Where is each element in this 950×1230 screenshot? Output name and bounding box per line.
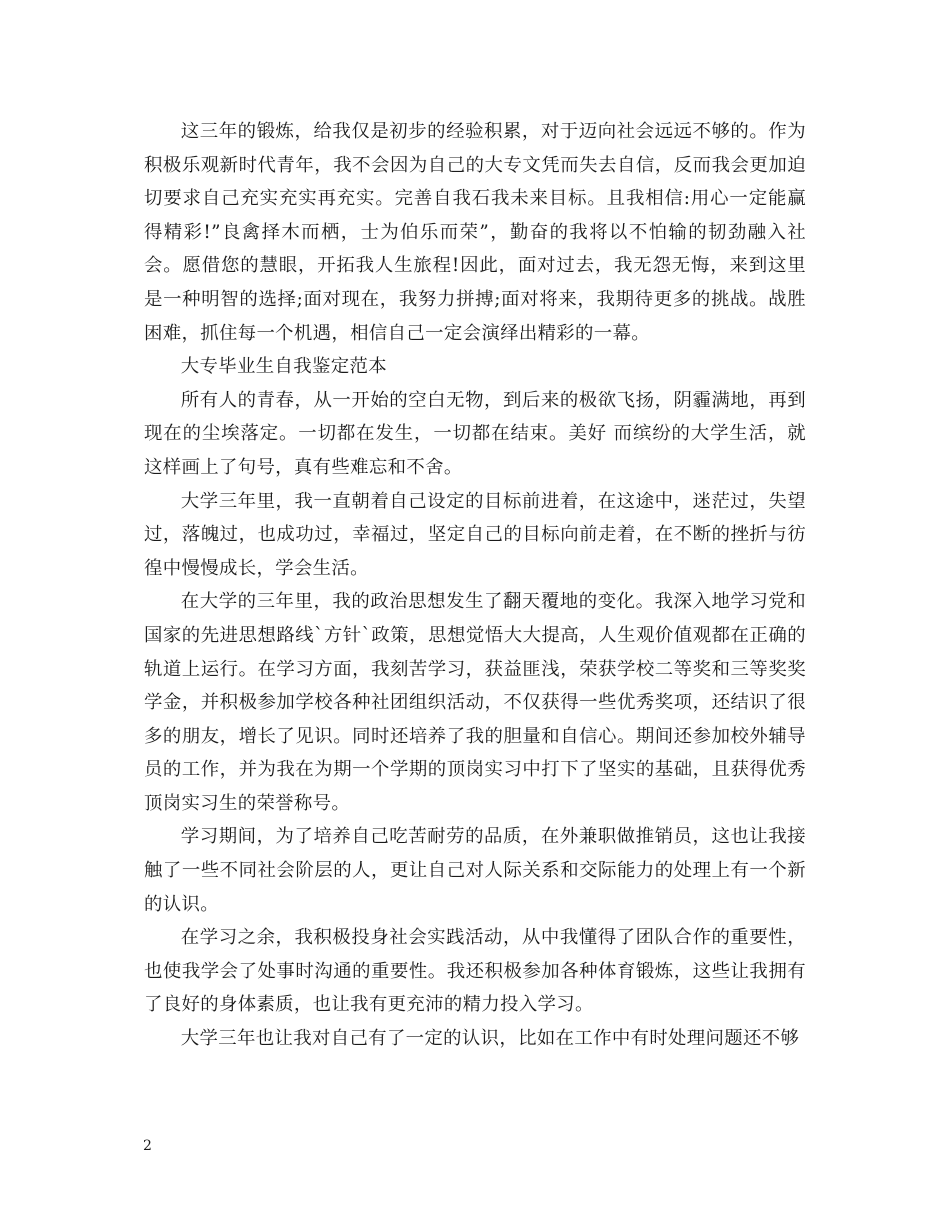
paragraph-part-time-job: 学习期间，为了培养自己吃苦耐劳的品质，在外兼职做推销员，这也让我接触了一些不同社会阶层的人，更让自己对人际关系和交际能力的处理上有一个新的认识。 [144,826,806,915]
document-body [144,115,806,1056]
paragraph-goals: 大学三年里，我一直朝着自己设定的目标前进着，在这途中，迷茫过，失望过，落魄过，也成功过，幸福过，坚定自己的目标向前走着，在不断的挫折与彷徨中慢慢成长，学会生活。 [144,490,806,579]
section-heading: 大专毕业生自我鉴定范本 [180,356,387,378]
paragraph-youth: 所有人的青春，从一开始的空白无物，到后来的极欲飞扬，阴霾满地，再到现在的尘埃落定。一切都在发生，一切都在结束。美好 而缤纷的大学生活，就这样画上了句号，真有些难忘和不舍。 [144,389,806,478]
paragraph-self-awareness: 大学三年也让我对自己有了一定的认识，比如在工作中有时处理问题还不够 [180,1028,800,1050]
paragraph-political-and-study: 在大学的三年里，我的政治思想发生了翻天覆地的变化。我深入地学习党和国家的先进思想路线`方针`政策，思想觉悟大大提高，人生观价值观都在正确的轨道上运行。在学习方面，我刻苦学习，获益匪浅，荣获学校二等奖和三等奖奖学金，并积极参加学校各种社团组织活动，不仅获得一些优秀奖项，还结识了很多的朋友，增长了见识。同时还培养了我的胆量和自信心。期间还参加校外辅导员的工作，并为我在为期一个学期的顶岗实习中打下了坚实的基础，且获得优秀顶岗实习生的荣誉称号。 [144,591,806,814]
paragraph-closing-reflection: 这三年的锻炼，给我仅是初步的经验积累，对于迈向社会远远不够的。作为积极乐观新时代青年，我不会因为自己的大专文凭而失去自信，反而我会更加迫切要求自己充实充实再充实。完善自我石我未来目标。且我相信:用心一定能赢得精彩!”良禽择木而栖，士为伯乐而荣”，勤奋的我将以不怕输的韧劲融入社会。愿借您的慧眼，开拓我人生旅程!因此，面对过去，我无怨无悔，来到这里是一种明智的选择;面对现在，我努力拼搏;面对将来，我期待更多的挑战。战胜困难，抓住每一个机遇，相信自己一定会演绎出精彩的一幕。 [144,121,806,344]
page-number: 2 [143,1138,152,1154]
paragraph-social-practice: 在学习之余，我积极投身社会实践活动，从中我懂得了团队合作的重要性，也使我学会了处事时沟通的重要性。我还积极参加各种体育锻炼，这些让我拥有了良好的身体素质，也让我有更充沛的精力投入学习。 [144,927,806,1016]
